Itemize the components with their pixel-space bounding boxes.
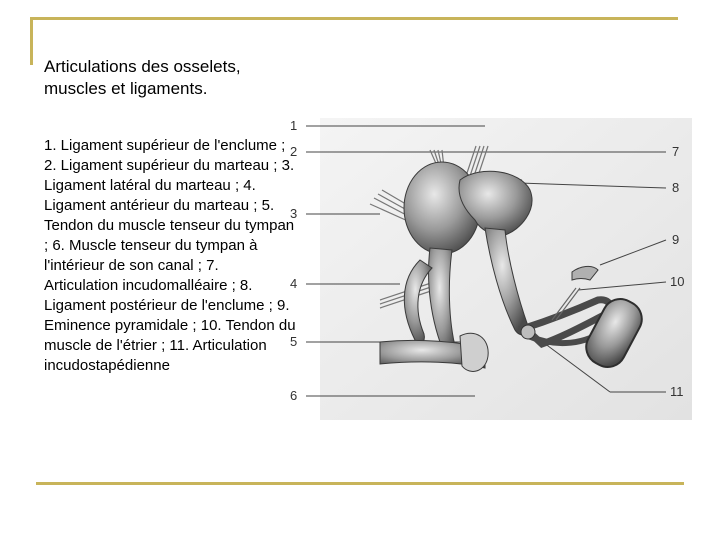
tensor-tympani-cap <box>460 333 488 371</box>
label-8: 8 <box>672 180 680 195</box>
label-2: 2 <box>290 144 298 159</box>
label-11: 11 <box>670 384 684 399</box>
label-4: 4 <box>290 276 298 291</box>
bottom-accent-line <box>36 482 684 485</box>
label-5: 5 <box>290 334 298 349</box>
ossicles-figure <box>280 110 692 420</box>
label-6: 6 <box>290 388 298 403</box>
label-1: 1 <box>290 118 298 133</box>
figure-caption: 1. Ligament supérieur de l'enclume ; 2. Ligament supérieur du marteau ; 3. Ligament latéral du marteau ; 4. Ligament antérieur du marteau ; 5. Tendon du muscle tenseur du tympan ; 6. Muscle tenseur du tympan à l'intérieur de son canal ; 7. Articulation incudomalléaire ; 8. Ligament postérieur de l'enclume ; 9. Eminence pyramidale ; 10. Tendon du muscle de l'étrier ; 11. Articulation incudostapédienne <box>44 137 296 374</box>
left-accent-line <box>30 17 33 65</box>
label-7: 7 <box>672 144 680 159</box>
top-accent-line <box>30 17 678 20</box>
slide-title: Articulations des osselets, muscles et ligaments. <box>44 57 241 98</box>
label-10: 10 <box>670 274 685 289</box>
incudostapedial-joint <box>521 325 535 339</box>
label-9: 9 <box>672 232 680 247</box>
label-3: 3 <box>290 206 298 221</box>
